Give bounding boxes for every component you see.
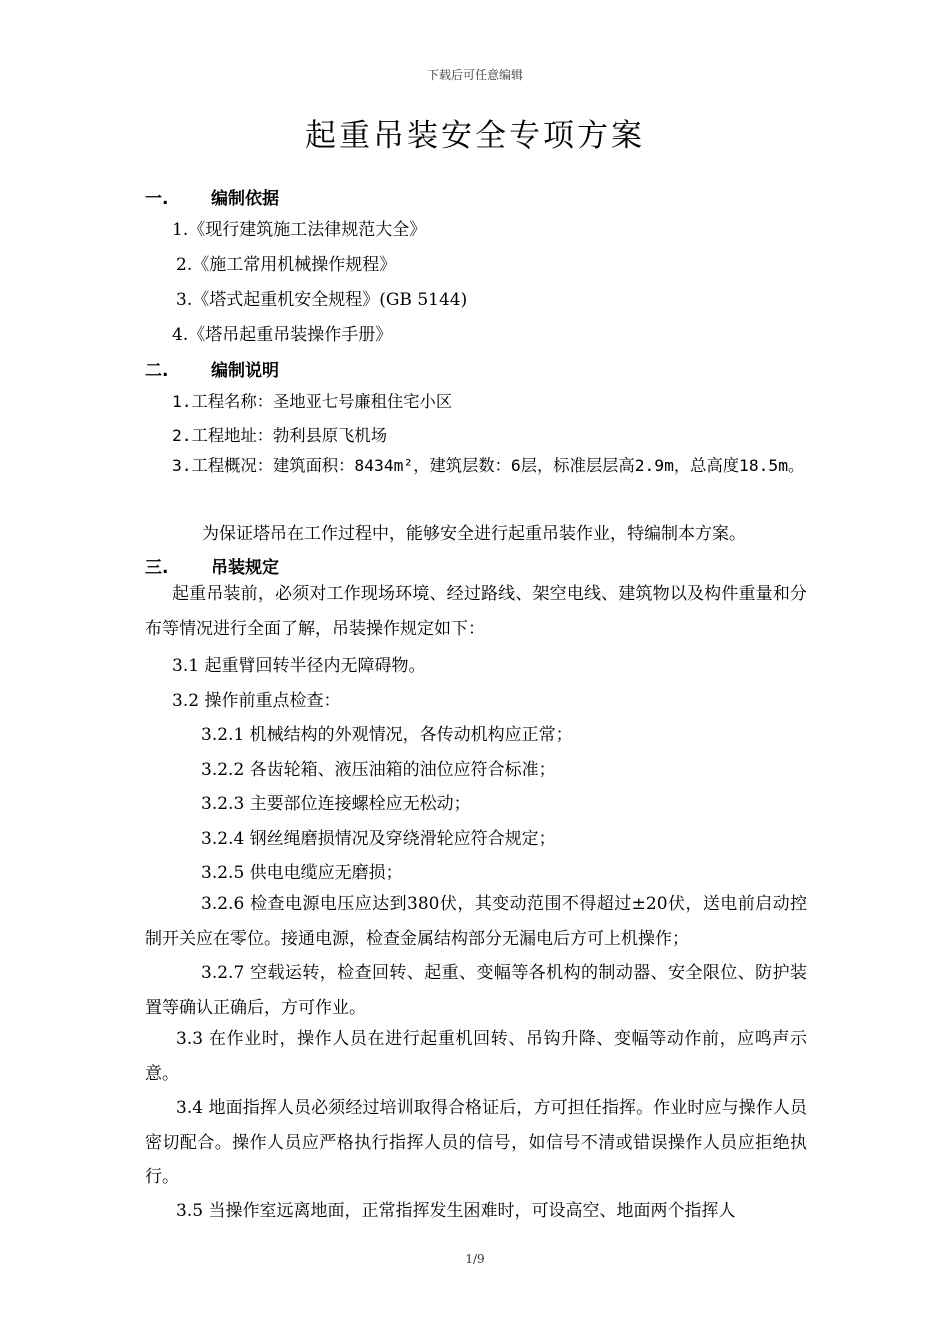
rule-item: 3.3 在作业时，操作人员在进行起重机回转、吊钩升降、变幅等动作前，应鸣声示意。 — [145, 1029, 807, 1084]
rule-item: 3.2.1 机械结构的外观情况，各传动机构应正常； — [201, 725, 573, 745]
section-heading-2 — [145, 356, 279, 381]
section-heading-1 — [145, 184, 279, 209]
reference-item: 1.《现行建筑施工法律规范大全》 — [172, 220, 427, 240]
rule-item: 3.1 起重臂回转半径内无障碍物。 — [172, 656, 426, 676]
rule-item: 3.5 当操作室远离地面，正常指挥发生困难时，可设高空、地面两个指挥人 — [176, 1201, 736, 1221]
section-label: 编制依据 — [211, 189, 279, 209]
rule-item: 3.2.4 钢丝绳磨损情况及穿绕滑轮应符合规定； — [201, 829, 556, 849]
rules-intro: 起重吊装前，必须对工作现场环境、经过路线、架空电线、建筑物以及构件重量和分布等情况进行全面了解，吊装操作规定如下： — [145, 584, 807, 639]
description-item: 2.工程地址：勃利县原飞机场 — [172, 426, 387, 445]
rule-item: 3.4 地面指挥人员必须经过培训取得合格证后，方可担任指挥。作业时应与操作人员密切配合。操作人员应严格执行指挥人员的信号，如信号不清或错误操作人员应拒绝执行。 — [145, 1098, 807, 1187]
description-item: 为保证塔吊在工作过程中，能够安全进行起重吊装作业，特编制本方案。 — [202, 524, 746, 544]
description-item: 3.工程概况：建筑面积：8434m²，建筑层数：6层，标准层层高2.9m，总高度18.5m。 — [172, 456, 805, 475]
section-label: 吊装规定 — [211, 558, 279, 578]
page-header: 下载后可任意编辑 — [426, 68, 523, 82]
rule-item: 3.2.7 空载运转，检查回转、起重、变幅等各机构的制动器、安全限位、防护装置等确认正确后，方可作业。 — [145, 963, 807, 1018]
reference-item: 4.《塔吊起重吊装操作手册》 — [172, 325, 393, 345]
section-label: 编制说明 — [211, 361, 279, 381]
section-heading-3 — [145, 553, 279, 578]
description-item: 1.工程名称：圣地亚七号廉租住宅小区 — [172, 392, 453, 411]
section-number: 一. — [145, 189, 169, 209]
rule-item: 3.2.2 各齿轮箱、液压油箱的油位应符合标准； — [201, 760, 556, 780]
reference-item: 3.《塔式起重机安全规程》(GB 5144) — [176, 290, 468, 310]
rule-item: 3.2 操作前重点检查： — [172, 691, 341, 711]
document-title: 起重吊装安全专项方案 — [305, 118, 645, 154]
section-number: 二. — [145, 361, 169, 381]
rule-item: 3.2.3 主要部位连接螺栓应无松动； — [201, 794, 471, 814]
rule-item: 3.2.5 供电电缆应无磨损； — [201, 863, 403, 883]
rule-item: 3.2.6 检查电源电压应达到380伏，其变动范围不得超过±20伏，送电前启动控制开关应在零位。接通电源，检查金属结构部分无漏电后方可上机操作； — [145, 894, 807, 949]
reference-item: 2.《施工常用机械操作规程》 — [176, 255, 397, 275]
section-number: 三. — [145, 558, 169, 578]
page-number: 1/9 — [465, 1252, 485, 1266]
